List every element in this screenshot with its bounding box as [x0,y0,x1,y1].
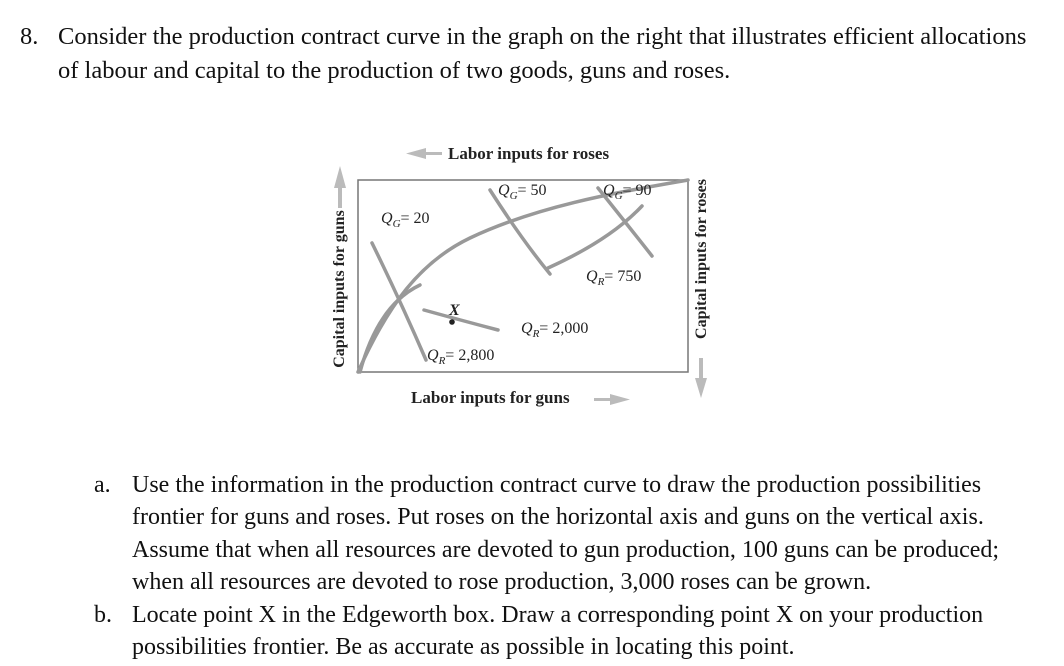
label-qr2800-var: Q [427,347,439,364]
isoquant-qr2000 [424,310,498,330]
label-qg90-sub: G [614,190,623,202]
label-qg50 [498,182,547,202]
label-qr2000-value: = 2,000 [539,320,589,337]
label-qg90-var: Q [603,182,615,199]
question-number: 8. [20,23,39,50]
label-qr2000-sub: R [532,328,540,340]
label-qg20-value: = 20 [400,210,430,227]
left-axis-label: Capital inputs for guns [331,210,348,368]
arrow-top-left-icon [406,148,442,159]
label-qr2800-value: = 2,800 [445,347,495,364]
label-qg90-value: = 90 [622,182,652,199]
part-b-line-2: possibilities frontier. Be as accurate as possible in locating this point. [132,634,795,660]
label-qg50-sub: G [509,190,518,202]
part-b-line-1: Locate point X in the Edgeworth box. Draw a corresponding point X on your production [132,602,984,628]
label-qr2800-sub: R [438,355,446,367]
point-x-marker [449,319,455,325]
part-a-letter: a. [94,472,111,498]
right-axis-label: Capital inputs for roses [693,179,710,339]
isoquant-qg50 [490,190,550,274]
arrow-right-down-icon [695,358,707,398]
label-qg90 [603,182,652,202]
label-qg50-var: Q [498,182,510,199]
label-qr750-var: Q [586,268,598,285]
question-text-line-1: Consider the production contract curve in the graph on the right that illustrates efficient allocations [58,23,1027,50]
question-text-line-2: of labour and capital to the production of two goods, guns and roses. [58,57,731,84]
label-qg20 [381,210,430,230]
part-a-line-1: Use the information in the production contract curve to draw the production possibilities [132,472,982,498]
label-qr2000 [521,320,588,340]
label-qr2800 [427,347,494,367]
isoquant-qr750 [548,206,642,268]
label-qg20-var: Q [381,210,393,227]
part-a-line-2: frontier for guns and roses. Put roses on the horizontal axis and guns on the vertical axis. [132,504,984,530]
label-qg20-sub: G [392,218,401,230]
label-qr750-sub: R [597,276,605,288]
label-qr750 [586,268,641,288]
part-b-letter: b. [94,602,112,628]
part-a-line-4: when all resources are devoted to rose production, 3,000 roses can be grown. [132,569,872,595]
arrow-bottom-right-icon [594,394,630,405]
bottom-axis-label: Labor inputs for guns [411,388,570,407]
point-x-label: X [449,302,460,319]
label-qg50-value: = 50 [517,182,547,199]
top-axis-label: Labor inputs for roses [448,144,610,163]
part-a-line-3: Assume that when all resources are devoted to gun production, 100 guns can be produced; [132,537,1000,563]
label-qr2000-var: Q [521,320,533,337]
label-qr750-value: = 750 [604,268,642,285]
